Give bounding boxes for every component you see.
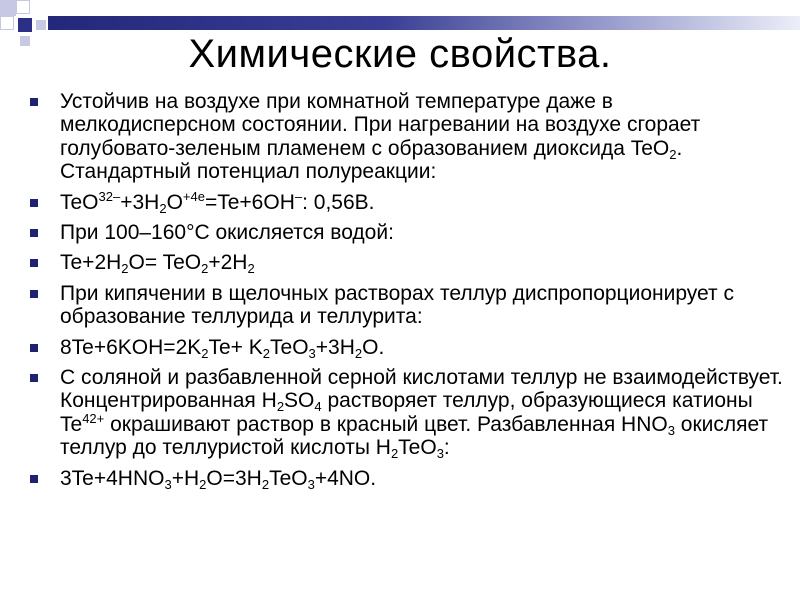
square-bullet-icon [30,290,38,298]
list-item: $3Te+4HNO_3+H_2O=3H_2TeO_3+4NO$. [30,467,790,490]
decor-square [16,0,30,14]
header-gradient-band [48,16,800,30]
list-item: Устойчив на воздухе при комнатной температуре даже в мелкодисперсном состоянии. При нагревании на воздухе сгорает голубовато-зеленым пламенем с образованием диоксида TeO$_2$. Стандартный потенциал полуреакции: [30,90,790,184]
bullet-list [30,90,790,497]
square-bullet-icon [30,199,38,207]
square-bullet-icon [30,259,38,267]
slide-title: Химические свойства. [188,32,612,76]
list-item: $8Te+6KOH=2K_2Te+ K_2TeO_3+3H_2O$. [30,336,790,359]
square-bullet-icon [30,374,38,382]
square-bullet-icon [30,475,38,483]
list-item: $Te+2H_2O= TeO_2+2H_2$ [30,251,790,274]
list-item: При кипячении в щелочных растворах теллур диспропорционирует с образование теллурида и теллурита: [30,282,790,329]
square-bullet-icon [30,344,38,352]
decor-square [36,20,46,30]
list-item: С соляной и разбавленной серной кислотами теллур не взаимодействует. Концентрированная $H_2SO_4$ растворяет теллур, образующиеся катионы $Te^{42+}$ окрашивают раствор в красный цвет. Разбавленная $HNO_3$ окисляет теллур до теллуристой кислоты $H_2TeO_3$: [30,366,790,460]
list-item: При 100–160°C окисляется водой: [30,221,790,244]
square-bullet-icon [30,229,38,237]
decor-square [0,16,14,30]
square-bullet-icon [30,98,38,106]
decor-square [0,0,16,16]
list-item: $TeO^{32-}+3H_2O^{+4e}=Te+6OH^-$: 0,56В. [30,191,790,214]
